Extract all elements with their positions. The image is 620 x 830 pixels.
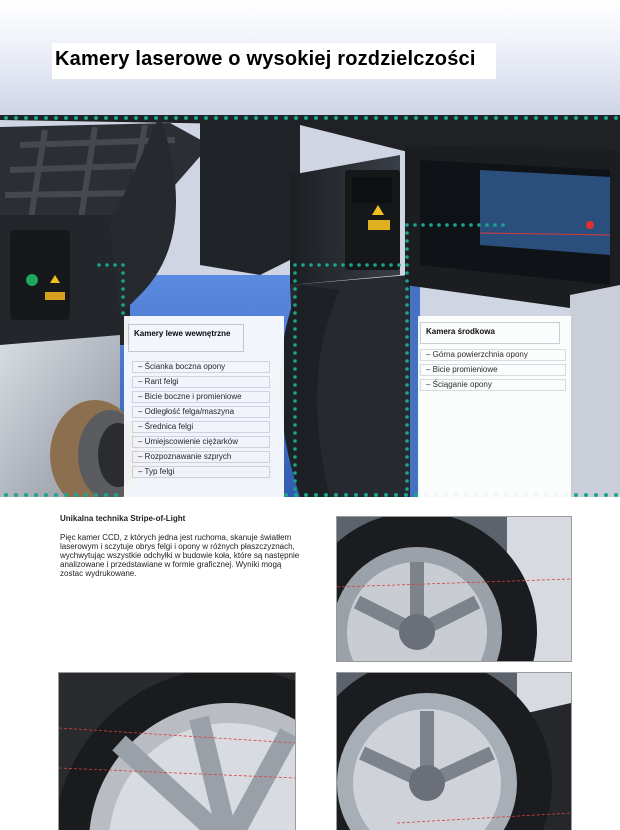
section-heading: Unikalna technika Stripe-of-Light [60, 514, 186, 523]
list-item: – Typ felgi [132, 466, 270, 478]
page-title: Kamery laserowe o wysokiej rozdzielczości [55, 48, 476, 70]
wheel-photo-top-right [336, 516, 572, 662]
list-item: – Ścianka boczna opony [132, 361, 270, 373]
center-camera-panel [418, 316, 571, 499]
wheel-photo-bottom-right [336, 672, 572, 830]
stripe-of-light-section [60, 514, 305, 578]
list-item: – Umiejscowienie ciężarków [132, 436, 270, 448]
list-item: – Ściąganie opony [420, 379, 566, 391]
right-panel-heading: Kamera środkowa [420, 322, 560, 344]
dotted-guide-top [4, 116, 618, 120]
list-item: – Bicie boczne i promieniowe [132, 391, 270, 403]
list-item: – Górna powierzchnia opony [420, 349, 566, 361]
left-panel-heading: Kamery lewe wewnętrzne [128, 324, 244, 352]
right-panel-list [420, 349, 566, 394]
wheel-illustration [337, 673, 571, 830]
dotted-guide-left-camera [97, 263, 125, 315]
wheel-illustration [337, 517, 571, 661]
list-item: – Odległość felga/maszyna [132, 406, 270, 418]
left-panel-list [132, 361, 270, 481]
wheel-photo-bottom-left [58, 672, 296, 830]
left-camera-panel [124, 316, 284, 499]
list-item: – Bicie promieniowe [420, 364, 566, 376]
section-paragraph: Pięc kamer CCD, z których jedna jest ruchoma, skanuje światłem laserowym i sczytuje obrys felgi i opony w różnych płaszczyznach, wychwytując wszystkie odchyłki w budowie koła, które są następnie analizowane i przedstawiane w formie graficznej. Wyniki mogą zostac wydrukowane. [60, 533, 300, 578]
wheel-illustration [59, 673, 295, 830]
list-item: – Rant felgi [132, 376, 270, 388]
list-item: – Średnica felgi [132, 421, 270, 433]
list-item: – Rozpoznawanie szprych [132, 451, 270, 463]
